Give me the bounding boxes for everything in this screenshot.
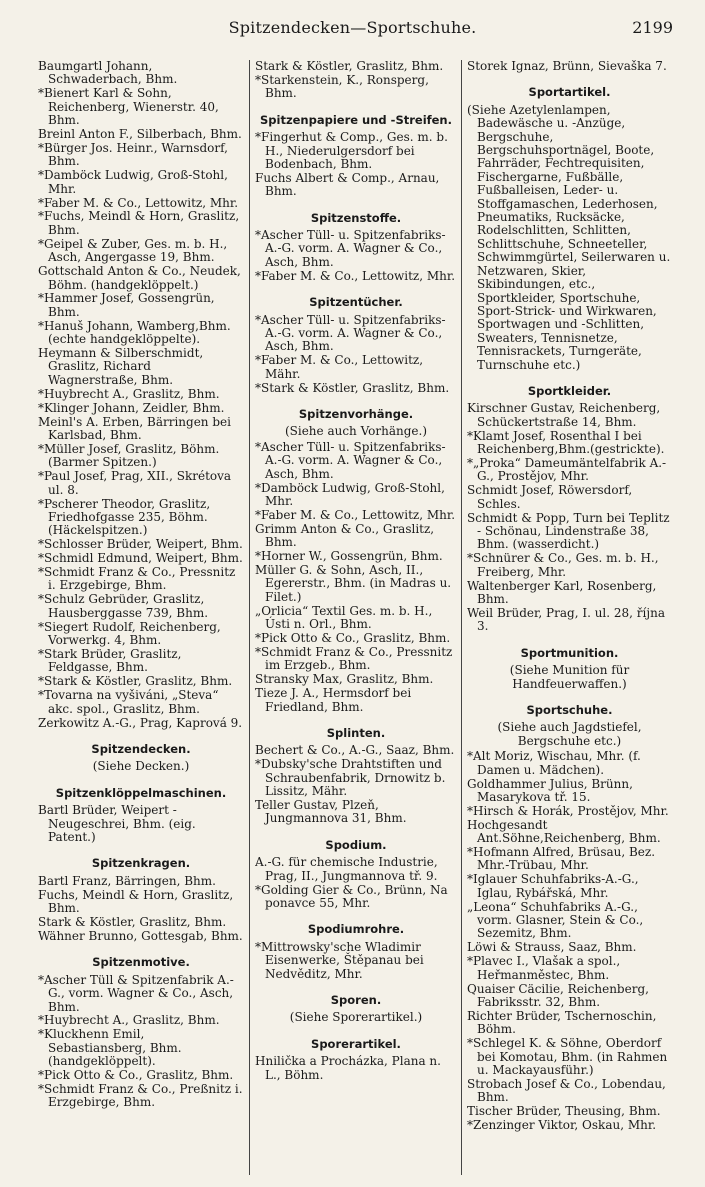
directory-entry: *Müller Josef, Graslitz, Böhm. (Barmer Spitzen.) [38, 441, 220, 470]
directory-entry: Fuchs Albert & Comp., Arnau, Bhm. [255, 170, 440, 199]
directory-entry: *Bürger Jos. Heinr., Warnsdorf, Bhm. [38, 140, 228, 169]
section-heading: Sportkleider. [527, 383, 612, 398]
directory-entry: *Stark Brüder, Graslitz, Feldgasse, Bhm. [38, 646, 182, 675]
section-heading: Sportmunition. [520, 645, 619, 660]
directory-entry: „Leona“ Schuhfabriks A.-G., vorm. Glasner, Stein & Co., Sezemitz, Bhm. [467, 899, 644, 941]
directory-entry: Stark & Köstler, Graslitz, Bhm. [38, 914, 227, 929]
directory-entry: Stransky Max, Graslitz, Bhm. [255, 672, 434, 687]
directory-entry: *Plavec I., Vlašak a spol., Heřmanměstec, Bhm. [467, 954, 621, 982]
directory-entry: *Hirsch & Horák, Prostějov, Mhr. [467, 803, 669, 818]
directory-entry: *Ascher Tüll- u. Spitzenfabriks-A.-G. vorm. A. Wagner & Co., Asch, Bhm. [255, 312, 446, 354]
section-heading: Spitzenmotive. [92, 955, 190, 970]
directory-entry: *Klinger Johann, Zeidler, Bhm. [38, 400, 225, 415]
directory-entry: Weil Brüder, Prag, I. ul. 28, října 3. [467, 605, 665, 634]
section-heading: Sportschuhe. [526, 702, 613, 717]
directory-entry: Baumgartl Johann, Schwaderbach, Bhm. [38, 60, 178, 87]
directory-entry: Waltenberger Karl, Rosenberg, Bhm. [467, 578, 657, 607]
directory-entry: Stark & Köstler, Graslitz, Bhm. [255, 60, 444, 73]
directory-entry: *Tovarna na vyšiváni, „Steva“ akc. spol., Graslitz, Bhm. [38, 688, 219, 716]
directory-entry: Hnilička a Procházka, Plana n. L., Böhm. [255, 1054, 441, 1082]
page-number: 2199 [632, 18, 673, 37]
directory-entry: *Fingerhut & Comp., Ges. m. b. H., Niederulgersdorf bei Bodenbach, Bhm. [255, 130, 448, 171]
directory-entry: *Schmidl Edmund, Weipert, Bhm. [38, 551, 243, 566]
directory-entry: *Ascher Tüll & Spitzenfabrik A.-G., vorm. Wagner & Co., Asch, Bhm. [38, 972, 234, 1014]
directory-entry: *Schnürer & Co., Ges. m. b. H., Freiberg, Mhr. [467, 551, 659, 579]
directory-entry: *Pscherer Theodor, Graslitz, Friedhofgasse 235, Böhm. (Häckelspitzen.) [38, 496, 211, 538]
directory-entry: *Dubsky'sche Drahtstiften und Schraubenfabrik, Drnowitz b. Lissitz, Mähr. [255, 757, 446, 799]
section-heading: Spodiumrohre. [307, 922, 405, 937]
directory-entry: Bartl Franz, Bärringen, Bhm. [38, 873, 216, 888]
section-heading: Spitzenklöppelmaschinen. [55, 785, 227, 800]
directory-entry: *Mittrowsky'sche Wladimir Eisenwerke, Štěpanau bei Nedvěditz, Mhr. [255, 939, 424, 981]
directory-entry: Breinl Anton F., Silberbach, Bhm. [38, 127, 242, 142]
section-heading: Sportartikel. [528, 85, 611, 100]
directory-entry: Schmidt Josef, Röwersdorf, Schles. [467, 483, 633, 511]
section-heading: Spitzenkragen. [91, 856, 191, 871]
directory-entry: Zerkowitz A.-G., Prag, Kaprová 9. [38, 715, 243, 730]
directory-entry: *Huybrecht A., Graslitz, Bhm. [38, 386, 220, 401]
section-heading: Spitzenpapiere und -Streifen. [259, 112, 452, 127]
cross-reference: (Siehe auch Jagdstiefel, Bergschuhe etc.) [497, 720, 642, 748]
directory-entry: *Schmidt Franz & Co., Preßnitz i. Erzgebirge, Bhm. [38, 1081, 243, 1110]
directory-entry: *„Proka“ Dameumäntelfabrik A.-G., Prostějov, Mhr. [467, 455, 667, 484]
column-left [38, 60, 244, 1180]
directory-entry: *Kluckhenn Emil, Sebastiansberg, Bhm. (handgeklöppelt). [38, 1027, 182, 1069]
directory-entry: Kirschner Gustav, Reichenberg, Schückertstraße 14, Bhm. [467, 401, 661, 429]
section-heading: Sporen. [330, 992, 382, 1007]
section-heading: Spitzenstoffe. [310, 210, 402, 225]
directory-entry: Teller Gustav, Plzeň, Jungmannova 31, Bhm. [255, 798, 407, 826]
directory-entry: *Schmidt Franz & Co., Pressnitz i. Erzgebirge, Bhm. [38, 565, 236, 593]
directory-entry: *Zenzinger Viktor, Oskau, Mhr. [467, 1118, 657, 1133]
directory-entry: Bartl Brüder, Weipert - Neugeschrei, Bhm. (eig. Patent.) [38, 803, 196, 844]
directory-entry: Schmidt & Popp, Turn bei Teplitz - Schönau, Lindenstraße 38, Bhm. (wasserdicht.) [467, 510, 670, 552]
directory-entry: *Starkenstein, K., Ronsperg, Bhm. [255, 72, 429, 101]
cross-reference: (Siehe Munition für Handfeuerwaffen.) [509, 663, 630, 691]
directory-entry: *Faber M. & Co., Lettowitz, Mhr. [38, 195, 239, 210]
directory-entry: *Golding Gier & Co., Brünn, Na ponavce 55, Mhr. [255, 882, 448, 910]
directory-entry: Meinl's A. Erben, Bärringen bei Karlsbad, Bhm. [38, 414, 231, 442]
directory-entry: Richter Brüder, Tschernoschin, Böhm. [467, 1008, 657, 1037]
page-header [0, 18, 705, 42]
running-title: Spitzendecken—Sportschuhe. [228, 18, 477, 37]
section-heading: Sporerartikel. [311, 1036, 401, 1051]
directory-entry: *Faber M. & Co., Lettowitz, Mhr. [255, 507, 456, 522]
directory-entry: *Ascher Tüll- u. Spitzenfabriks-A.-G. vorm. A. Wagner & Co., Asch, Bhm. [255, 439, 446, 481]
directory-entry: Tieze J. A., Hermsdorf bei Friedland, Bhm. [255, 686, 412, 714]
directory-entry: *Bienert Karl & Sohn, Reichenberg, Wienerstr. 40, Bhm. [38, 86, 219, 128]
section-heading: Spitzendecken. [91, 741, 191, 756]
directory-entry: Löwi & Strauss, Saaz, Bhm. [467, 940, 637, 955]
section-heading: Splinten. [326, 725, 386, 740]
directory-entry: *Stark & Köstler, Graslitz, Bhm. [255, 380, 450, 395]
directory-entry: *Damböck Ludwig, Groß-Stohl, Mhr. [255, 480, 445, 508]
section-heading: Spitzentücher. [309, 295, 403, 310]
directory-entry: Hochgesandt Ant.Söhne,Reichenberg, Bhm. [467, 817, 661, 846]
cross-reference: (Siehe auch Vorhänge.) [284, 424, 428, 439]
cross-reference: (Siehe Sporerartikel.) [289, 1010, 423, 1025]
directory-entry: *Paul Josef, Prag, XII., Skrétova ul. 8. [38, 469, 232, 497]
column-divider [461, 60, 462, 1175]
directory-entry: *Pick Otto & Co., Graslitz, Bhm. [38, 1068, 234, 1083]
directory-entry: *Siegert Rudolf, Reichenberg, Vorwerkg. 4, Bhm. [38, 619, 221, 648]
directory-entry: *Fuchs, Meindl & Horn, Graslitz, Bhm. [38, 209, 240, 237]
directory-entry: Fuchs, Meindl & Horn, Graslitz, Bhm. [38, 887, 234, 916]
directory-entry: *Horner W., Gossengrün, Bhm. [255, 549, 443, 564]
directory-entry: *Schmidt Franz & Co., Pressnitz im Erzgeb., Bhm. [255, 644, 453, 673]
directory-entry: *Faber M. & Co., Lettowitz, Mähr. [255, 353, 424, 381]
directory-entry: A.-G. für chemische Industrie, Prag, II., Jungmannova tř. 9. [255, 855, 438, 883]
directory-entry: *Alt Moriz, Wischau, Mhr. (f. Damen u. Mädchen). [467, 749, 641, 777]
directory-entry: *Pick Otto & Co., Graslitz, Bhm. [255, 631, 451, 646]
section-heading: Spodium. [325, 837, 387, 852]
directory-entry: Grimm Anton & Co., Graslitz, Bhm. [255, 521, 435, 550]
directory-entry: *Hanuš Johann, Wamberg,Bhm. (echte handgeklöppelte). [38, 318, 231, 347]
directory-entry: Quaiser Cäcilie, Reichenberg, Fabriksstr. 32, Bhm. [467, 981, 649, 1009]
directory-entry: „Orlicia“ Textil Ges. m. b. H., Ústi n. Orl., Bhm. [255, 603, 433, 632]
directory-entry: *Stark & Köstler, Graslitz, Bhm. [38, 674, 233, 689]
directory-entry: *Geipel & Zuber, Ges. m. b. H., Asch, Angergasse 19, Bhm. [38, 236, 228, 265]
directory-entry: *Schlegel K. & Söhne, Oberdorf bei Komotau, Bhm. (in Rahmen u. Mackayausführ.) [467, 1036, 668, 1078]
directory-entry: *Huybrecht A., Graslitz, Bhm. [38, 1013, 220, 1028]
directory-entry: Strobach Josef & Co., Lobendau, Bhm. [467, 1076, 666, 1105]
directory-entry: Tischer Brüder, Theusing, Bhm. [467, 1104, 661, 1119]
directory-entry: Gottschald Anton & Co., Neudek, Böhm. (handgeklöppelt.) [38, 264, 241, 292]
directory-entry: Wähner Brunno, Gottesgab, Bhm. [38, 928, 243, 943]
column-middle [255, 60, 457, 1180]
directory-entry: Goldhammer Julius, Brünn, Masarykova tř. 15. [467, 776, 633, 804]
cross-reference: (Siehe Decken.) [92, 759, 190, 774]
directory-entry: Bechert & Co., A.-G., Saaz, Bhm. [255, 743, 455, 758]
directory-entry: *Faber M. & Co., Lettowitz, Mhr. [255, 268, 456, 283]
directory-entry: *Ascher Tüll- u. Spitzenfabriks-A.-G. vorm. A. Wagner & Co., Asch, Bhm. [255, 228, 446, 269]
column-right [467, 60, 672, 1180]
directory-entry: *Schlosser Brüder, Weipert, Bhm. [38, 537, 243, 552]
directory-entry: *Damböck Ludwig, Groß-Stohl, Mhr. [38, 168, 228, 196]
directory-entry: *Iglauer Schuhfabriks-A.-G., Iglau, Rybářská, Mhr. [467, 872, 639, 900]
directory-entry: *Schulz Gebrüder, Graslitz, Hausberggasse 739, Bhm. [38, 592, 209, 620]
directory-entry: Müller G. & Sohn, Asch, II., Egererstr., Bhm. (in Madras u. Filet.) [255, 563, 452, 604]
directory-entry: (Siehe Azetylenlampen, Badewäsche u. -Anzüge, Bergschuhe, Bergschuhsportnägel, Boote, Fahrräder, Fechtrequisiten, Fischergarne, Fußbälle, Fußballeisen, Leder- u. Stoffgamaschen, Lederhosen, Pneumatiks, Rucksäcke, Rodelschlitten, Schlitten, Schlittschuhe, Schneeteller, Schwimmgürtel, Seilerwaren u. Netzwaren, Skier, Skibindungen, etc., Sportkleider, Sportschuhe, Sport-Strick- und Wirkwaren, Sportwagen und -Schlitten, Sweaters, Tennisnetze, Tennisrackets, Turngeräte, Turnschuhe etc.) [467, 102, 671, 372]
directory-entry: Heymann & Silberschmidt, Graslitz, Richard Wagnerstraße, Bhm. [38, 346, 204, 387]
column-divider [249, 60, 250, 1175]
directory-entry: *Hofmann Alfred, Brüsau, Bez. Mhr.-Trübau, Mhr. [467, 845, 656, 873]
directory-entry: *Klamt Josef, Rosenthal I bei Reichenberg,Bhm.(gestrickte). [467, 428, 665, 457]
section-heading: Spitzenvorhänge. [298, 407, 414, 422]
directory-entry: Storek Ignaz, Brünn, Sievaška 7. [467, 60, 667, 73]
directory-entry: *Hammer Josef, Gossengrün, Bhm. [38, 291, 215, 319]
